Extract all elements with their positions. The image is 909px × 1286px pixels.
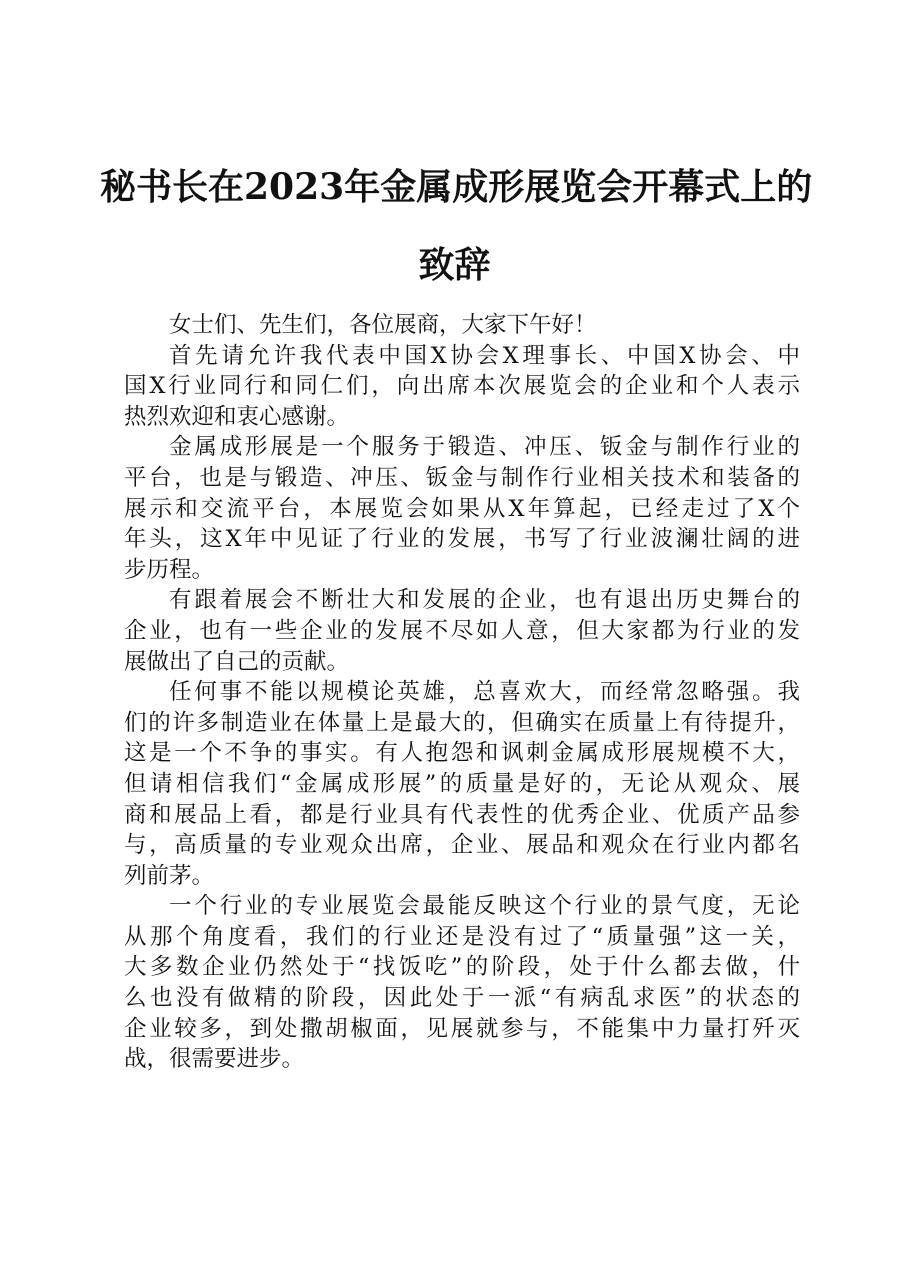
paragraph-exhibition-intro xyxy=(124,432,800,585)
paragraph-line: 战，很需要进步。 xyxy=(124,1046,305,1073)
paragraph-line: 商和展品上看，都是行业具有代表性的优秀企业、优质产品参 xyxy=(124,801,800,828)
paragraph-line: 步历程。 xyxy=(124,556,215,583)
paragraph-line: 展做出了自己的贡献。 xyxy=(124,648,350,675)
paragraph-line: 列前茅。 xyxy=(124,862,215,889)
paragraph-line: 但请相信我们“金属成形展”的质量是好的，无论从观众、展 xyxy=(124,770,800,797)
paragraph-line: 企业，也有一些企业的发展不尽如人意，但大家都为行业的发 xyxy=(124,617,800,644)
document-body xyxy=(124,310,800,1075)
paragraph-welcome xyxy=(124,341,800,433)
paragraph-greeting xyxy=(124,310,800,341)
paragraph-line: 大多数企业仍然处于“找饭吃”的阶段，处于什么都去做，什 xyxy=(124,954,800,981)
paragraph-line: 热烈欢迎和衷心感谢。 xyxy=(124,403,350,430)
title-line-2: 致辞 xyxy=(418,244,491,286)
paragraph-quality xyxy=(124,677,800,891)
paragraph-line: 首先请允许我代表中国X协会X理事长、中国X协会、中 xyxy=(169,342,800,369)
paragraph-line: 平台，也是与锻造、冲压、钣金与制作行业相关技术和装备的 xyxy=(124,464,800,491)
title-line-1: 秘书长在2023年金属成形展览会开幕式上的 xyxy=(100,166,813,208)
paragraph-industry-outlook xyxy=(124,891,800,1075)
paragraph-line: 与，高质量的专业观众出席，企业、展品和观众在行业内都名 xyxy=(124,832,800,859)
paragraph-line: 展示和交流平台，本展览会如果从X年算起，已经走过了X个 xyxy=(124,495,800,522)
paragraph-line: 国X行业同行和同仁们，向出席本次展览会的企业和个人表示 xyxy=(124,373,800,400)
paragraph-line: 有跟着展会不断壮大和发展的企业，也有退出历史舞台的 xyxy=(169,587,800,614)
paragraph-line: 一个行业的专业展览会最能反映这个行业的景气度，无论 xyxy=(169,893,800,920)
paragraph-line: 么也没有做精的阶段，因此处于一派“有病乱求医”的状态的 xyxy=(124,985,800,1012)
paragraph-enterprises xyxy=(124,585,800,677)
document-title xyxy=(100,148,813,304)
paragraph-line: 年头，这X年中见证了行业的发展，书写了行业波澜壮阔的进 xyxy=(124,526,800,553)
paragraph-line: 女士们、先生们，各位展商，大家下午好！ xyxy=(169,312,597,338)
paragraph-line: 从那个角度看，我们的行业还是没有过了“质量强”这一关， xyxy=(124,923,800,950)
paragraph-line: 们的许多制造业在体量上是最大的，但确实在质量上有待提升， xyxy=(124,709,800,736)
paragraph-line: 这是一个不争的事实。有人抱怨和讽刺金属成形展规模不大， xyxy=(124,740,800,767)
paragraph-line: 企业较多，到处撒胡椒面，见展就参与，不能集中力量打歼灭 xyxy=(124,1015,800,1042)
paragraph-line: 金属成形展是一个服务于锻造、冲压、钣金与制作行业的 xyxy=(169,434,800,461)
paragraph-line: 任何事不能以规模论英雄，总喜欢大，而经常忽略强。我 xyxy=(169,679,800,706)
